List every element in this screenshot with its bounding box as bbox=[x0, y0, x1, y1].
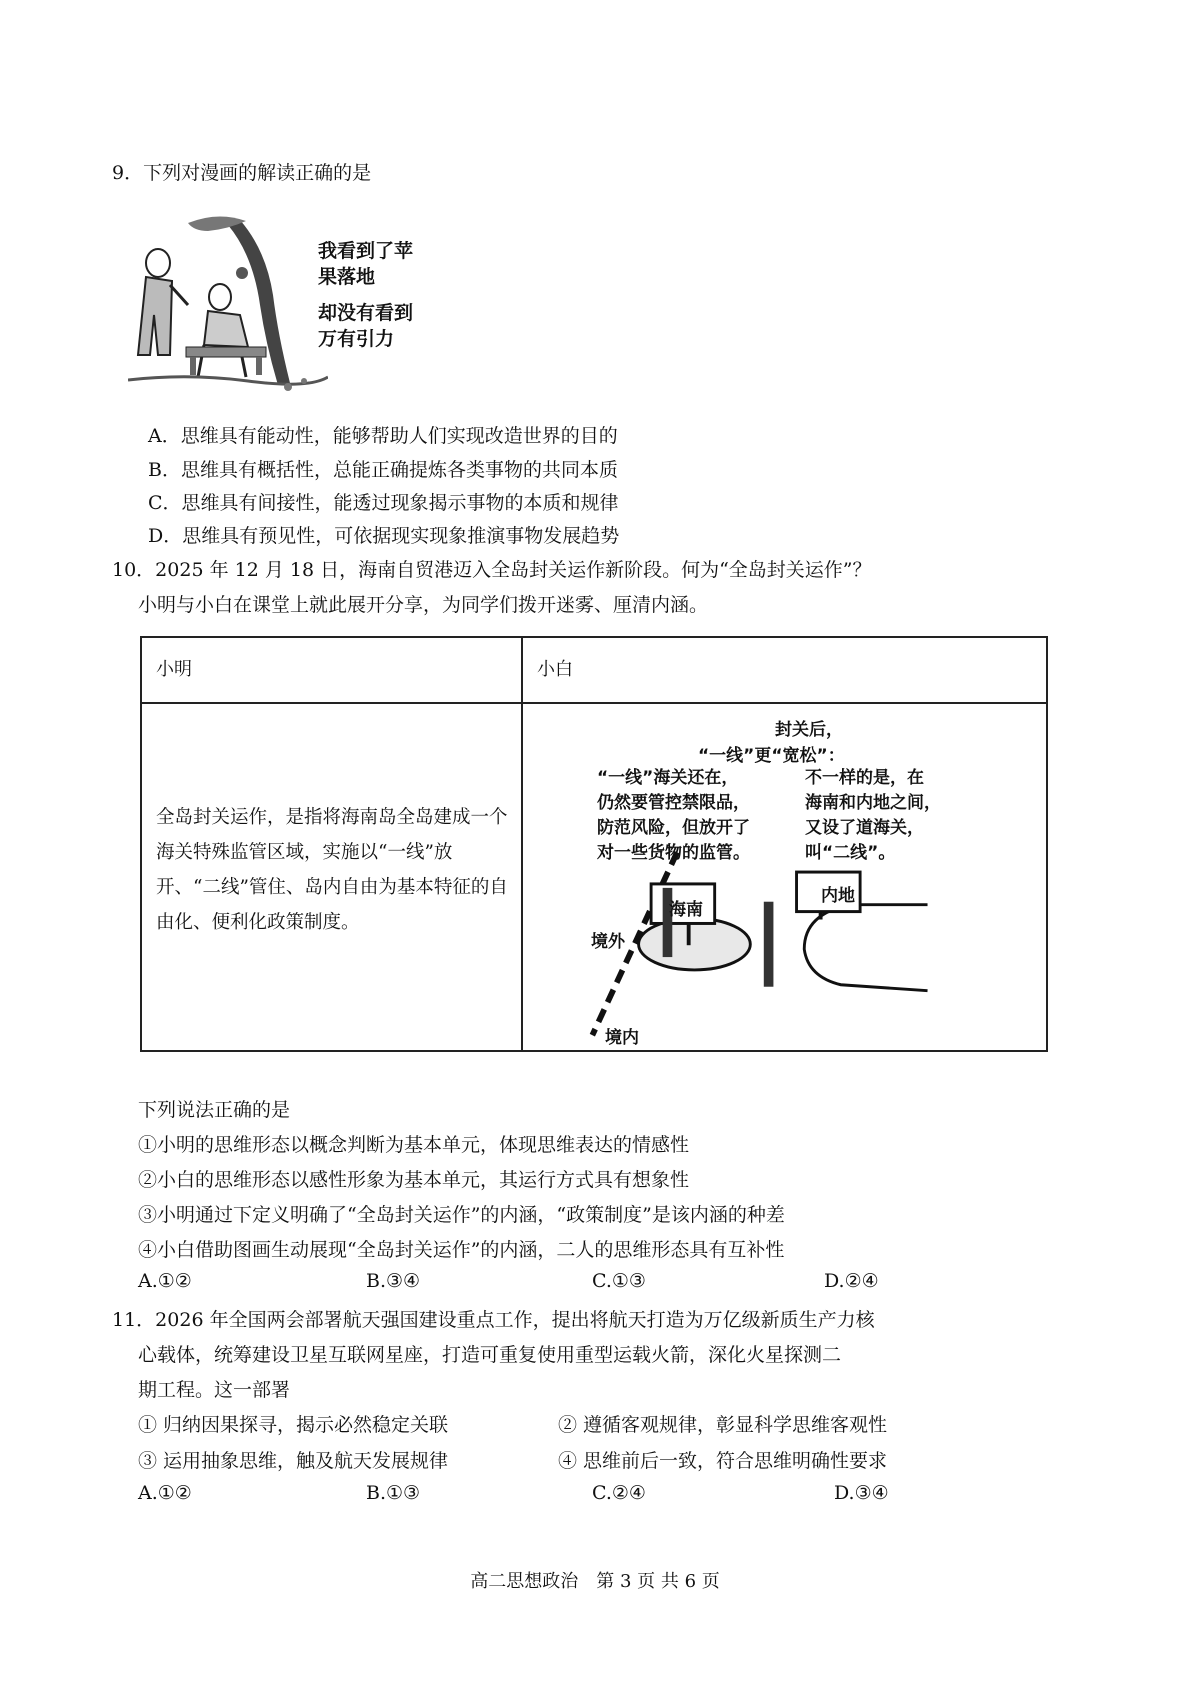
label-inside: 境内 bbox=[605, 1028, 639, 1048]
q11-option-2: ② 遵循客观规律，彰显科学思维客观性 bbox=[558, 1414, 888, 1436]
q11-stem-line2: 心载体，统筹建设卫星互联网星座，打造可重复使用重型运载火箭，深化火星探测二 bbox=[138, 1344, 842, 1366]
xiaoming-definition: 全岛封关运作，是指将海南岛全岛建成一个海关特殊监管区域，实施以“一线”放开、“二线”管住、岛内自由为基本特征的自由化、便利化政策制度。 bbox=[141, 703, 522, 1051]
q11-answer-b: B.①③ bbox=[366, 1482, 421, 1504]
cartoon-newton-illustration bbox=[128, 215, 328, 400]
page-footer: 高二思想政治 第 3 页 共 6 页 bbox=[470, 1571, 720, 1592]
q10-statement-4: ④小白借助图画生动展现“全岛封关运作”的内涵，二人的思维形态具有互补性 bbox=[138, 1239, 785, 1261]
q10-answer-c: C.①③ bbox=[592, 1270, 646, 1292]
comic-title1: 封关后， bbox=[775, 720, 843, 740]
q11-option-4: ④ 思维前后一致，符合思维明确性要求 bbox=[558, 1450, 888, 1472]
table-header-xiaobai: 小白 bbox=[522, 637, 1047, 703]
xiaobai-comic bbox=[522, 703, 1047, 1051]
q10-answer-d: D.②④ bbox=[824, 1270, 879, 1292]
q10-table bbox=[140, 636, 1048, 1052]
q9-option-b: B．思维具有概括性，总能正确提炼各类事物的共同本质 bbox=[148, 459, 618, 481]
q11-answer-a: A.①② bbox=[138, 1482, 192, 1504]
comic-left-text: “一线”海关还在， 仍然要管控禁限品， 防范风险，但放开了 对一些货物的监管。 bbox=[597, 768, 750, 863]
q11-answer-d: D.③④ bbox=[834, 1482, 889, 1504]
cartoon-caption-1: 我看到了苹 果落地 bbox=[318, 240, 414, 288]
sign-hainan: 海南 bbox=[669, 900, 703, 920]
table-header-xiaoming: 小明 bbox=[141, 637, 522, 703]
sign-mainland: 内地 bbox=[821, 886, 855, 906]
q10-statement-1: ①小明的思维形态以概念判断为基本单元，体现思维表达的情感性 bbox=[138, 1134, 690, 1156]
q10-stem-line1: 10．2025 年 12 月 18 日，海南自贸港迈入全岛封关运作新阶段。何为“全岛封关运作”？ bbox=[112, 559, 872, 581]
label-outside: 境外 bbox=[591, 932, 625, 952]
comic-title2: “一线”更“宽松”： bbox=[698, 746, 845, 766]
q11-option-1: ① 归纳因果探寻，揭示必然稳定关联 bbox=[138, 1414, 449, 1436]
q9-stem: 9．下列对漫画的解读正确的是 bbox=[112, 162, 372, 184]
q10-answer-b: B.③④ bbox=[366, 1270, 421, 1292]
q11-option-3: ③ 运用抽象思维，触及航天发展规律 bbox=[138, 1450, 449, 1472]
q9-option-c: C．思维具有间接性，能透过现象揭示事物的本质和规律 bbox=[148, 492, 619, 514]
q10-stem-line2: 小明与小白在课堂上就此展开分享，为同学们拨开迷雾、厘清内涵。 bbox=[138, 594, 709, 616]
q11-stem-line3: 期工程。这一部署 bbox=[138, 1379, 291, 1401]
q10-statement-2: ②小白的思维形态以感性形象为基本单元，其运行方式具有想象性 bbox=[138, 1169, 690, 1191]
q10-statement-3: ③小明通过下定义明确了“全岛封关运作”的内涵，“政策制度”是该内涵的种差 bbox=[138, 1204, 785, 1226]
q10-answer-a: A.①② bbox=[138, 1270, 192, 1292]
q11-answer-c: C.②④ bbox=[592, 1482, 646, 1504]
comic-right-text: 不一样的是，在 海南和内地之间， 又设了道海关， 叫“二线”。 bbox=[805, 768, 941, 863]
q11-stem-line1: 11．2026 年全国两会部署航天强国建设重点工作，提出将航天打造为万亿级新质生产力核 bbox=[112, 1309, 875, 1331]
q10-question: 下列说法正确的是 bbox=[138, 1099, 291, 1121]
cartoon-caption-2: 却没有看到 万有引力 bbox=[318, 302, 414, 350]
q9-option-a: A．思维具有能动性，能够帮助人们实现改造世界的目的 bbox=[148, 425, 618, 447]
q9-option-d: D．思维具有预见性，可依据现实现象推演事物发展趋势 bbox=[148, 525, 620, 547]
